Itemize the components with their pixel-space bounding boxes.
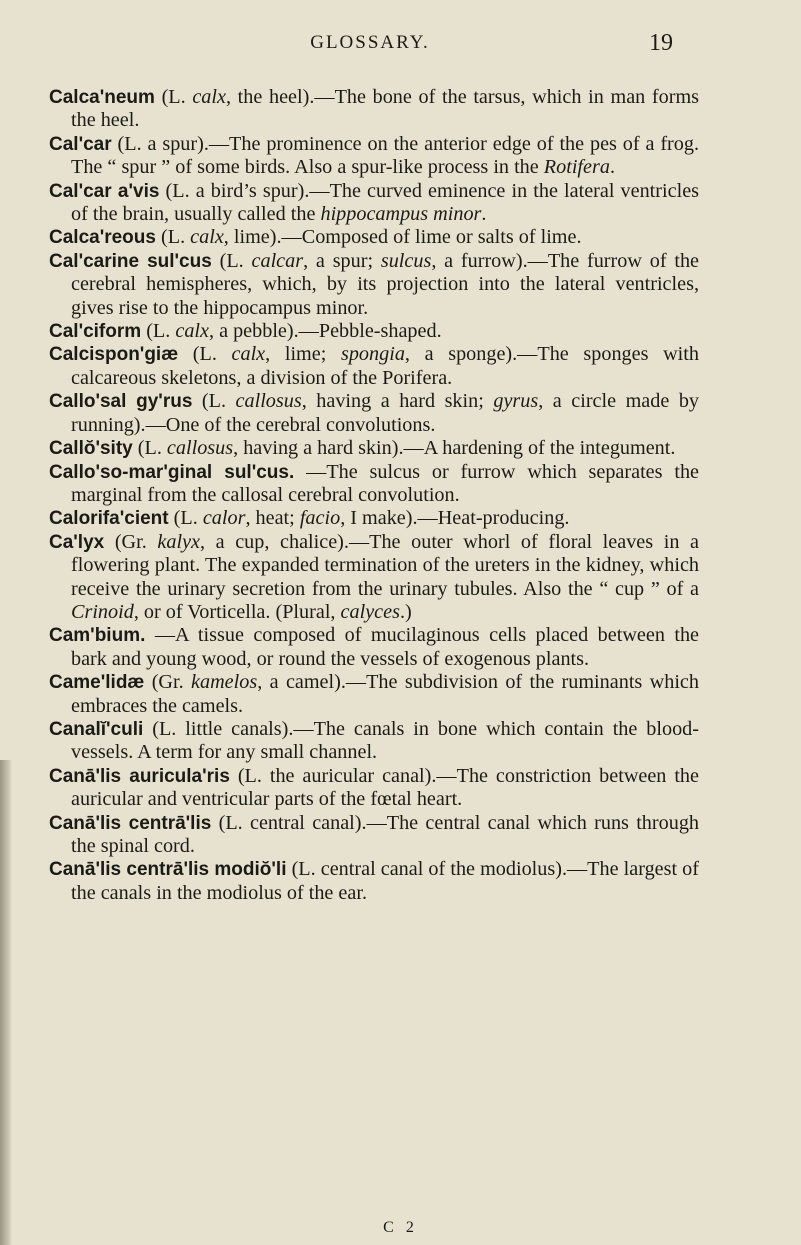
signature-mark: C 2 — [383, 1219, 418, 1236]
entry-origin: (Gr. — [151, 671, 192, 694]
entry-definition: —The sulcus or furrow which separates the marginal from the callosal cerebral convolution. — [71, 460, 700, 506]
entry-definition: , having a hard skin).—A hardening of the integument. — [233, 437, 676, 460]
glossary-entry — [49, 133, 699, 180]
glossary-entry — [49, 250, 699, 320]
glossary-entry — [49, 461, 699, 508]
entry-definition: , lime).—Composed of lime or salts of lime. — [223, 226, 582, 249]
glossary-entry — [49, 226, 699, 249]
entry-definition: (L. central canal).—The central canal which runs through the spinal cord. — [71, 811, 700, 857]
glossary-entry — [49, 531, 699, 625]
entry-definition: , a pebble).—Pebble-shaped. — [208, 320, 442, 343]
glossary-body — [49, 86, 699, 905]
entry-headword: Calcispon'giæ — [49, 344, 179, 366]
entry-italic-term: sulcus — [380, 249, 432, 272]
entry-headword: Cal'ciform — [49, 321, 142, 343]
entry-definition: (L. a spur).—The prominence on the anterior edge of the pes of a frog. The “ spur ” of some birds. Also a spur-like process in the — [71, 132, 699, 179]
glossary-entry — [49, 671, 699, 718]
glossary-entry — [49, 180, 699, 227]
entry-origin: (L. — [192, 343, 232, 366]
entry-etymon: callosus — [166, 437, 234, 460]
header-title: GLOSSARY. — [310, 32, 430, 53]
entry-etymon: calor — [202, 507, 246, 530]
entry-italic-term: facio — [299, 507, 341, 530]
entry-etymon: calx — [192, 86, 226, 108]
entry-italic-term: Crinoid — [71, 600, 134, 623]
entry-headword: Callo'so-mar'ginal sul'cus. — [49, 461, 295, 483]
glossary-entry — [49, 812, 699, 859]
entry-definition: , a spur; — [303, 249, 381, 272]
entry-etymon: kalyx — [157, 530, 200, 553]
page-edge-shadow — [0, 760, 12, 1245]
entry-definition-tail: , a sponge).—The sponges with calcareous skeletons, a division of the Porifera. — [71, 343, 699, 389]
entry-headword: Canā'lis auricula'ris — [49, 765, 230, 787]
entry-italic-term: hippocampus minor — [320, 203, 482, 226]
glossary-entry — [49, 86, 699, 133]
entry-etymon: kamelos — [191, 671, 258, 694]
page-number: 19 — [649, 30, 673, 56]
glossary-entry — [49, 718, 699, 765]
entry-headword: Canā'lis centrā'lis — [49, 812, 212, 834]
entry-definition: , the heel).—The bone of the tarsus, which in man forms the heel. — [71, 86, 700, 132]
entry-definition: , having a hard skin; — [301, 390, 494, 413]
entry-headword: Cal'car — [49, 133, 112, 155]
glossary-entry — [49, 858, 699, 905]
entry-headword: Canalĭ'culi — [49, 718, 144, 740]
entry-definition: (L. the auricular canal).—The constriction between the auricular and ventricular parts of the fœtal heart. — [71, 764, 699, 811]
running-header — [0, 30, 801, 60]
entry-origin: (L. — [201, 390, 236, 413]
entry-definition: , a cup, chalice).—The outer whorl of floral leaves in a flowering plant. The expanded termination of the ureters in the kidney, which receive the urinary secretion from the urinary tubules. Also the “ cup ” of a — [71, 530, 699, 600]
entry-headword: Ca'lyx — [49, 531, 105, 553]
entry-headword: Calorifa'cient — [49, 508, 169, 530]
glossary-entry — [49, 343, 699, 390]
entry-etymon: calx — [231, 343, 266, 366]
entry-definition-tail: , a furrow).—The furrow of the cerebral hemispheres, which, by its projection into the lateral ventricles, gives rise to the hippocampus minor. — [71, 249, 699, 319]
entry-origin: (L. — [146, 320, 176, 343]
entry-definition-tail: , I make).—Heat-producing. — [340, 507, 570, 530]
entry-italic-term: Rotifera — [543, 156, 610, 179]
entry-definition: , a camel).—The subdivision of the ruminants which embraces the camels. — [71, 671, 699, 717]
entry-headword: Came'lidæ — [49, 672, 145, 694]
entry-headword: Callŏ'sity — [49, 438, 133, 460]
entry-origin: (L. — [161, 226, 191, 249]
entry-italic-term: spongia — [340, 343, 405, 366]
entry-etymon: calx — [175, 320, 209, 343]
entry-definition: —A tissue composed of mucilaginous cells placed between the bark and young wood, or round the vessels of exogenous plants. — [71, 624, 700, 670]
glossary-entry — [49, 437, 699, 460]
entry-headword: Cal'car a'vis — [49, 180, 160, 202]
glossary-entry — [49, 507, 699, 530]
entry-origin: (Gr. — [114, 530, 158, 553]
entry-definition: (L. little canals).—The canals in bone which contain the blood-vessels. A term for any small channel. — [71, 717, 699, 764]
entry-headword: Calca'neum — [49, 87, 155, 108]
entry-origin: (L. — [173, 507, 203, 530]
entry-origin: (L. — [137, 437, 167, 460]
entry-italic-term: calyces — [340, 600, 400, 623]
entry-definition-tail: . — [481, 203, 487, 226]
entry-etymon: callosus — [235, 390, 302, 413]
entry-definition: , lime; — [265, 343, 341, 366]
glossary-entry — [49, 320, 699, 343]
entry-definition-tail: , or of Vorticella. (Plural, — [133, 600, 341, 623]
glossary-entry — [49, 624, 699, 671]
entry-definition: (L. central canal of the modiolus).—The largest of the canals in the modiolus of the ear. — [71, 858, 700, 904]
glossary-entry — [49, 765, 699, 812]
entry-italic-term: gyrus — [493, 390, 539, 413]
entry-definition-tail: , a circle made by running).—One of the cerebral convolutions. — [71, 390, 700, 436]
entry-definition: , heat; — [245, 507, 300, 530]
entry-headword: Cam'bium. — [49, 625, 146, 647]
entry-etymon: calx — [190, 226, 224, 249]
entry-headword: Cal'carine sul'cus — [49, 250, 212, 272]
entry-headword: Calca'reous — [49, 227, 156, 249]
entry-headword: Callo'sal gy'rus — [49, 391, 193, 413]
entry-etymon: calcar — [251, 249, 304, 272]
entry-headword: Canā'lis centrā'lis modiŏ'li — [49, 859, 287, 881]
entry-definition-tail: .) — [399, 600, 412, 623]
entry-definition-tail: . — [609, 156, 615, 179]
entry-definition: (L. a bird’s spur).—The curved eminence in the lateral ventricles of the brain, usually called the — [71, 179, 700, 226]
entry-origin: (L. — [219, 249, 252, 272]
entry-origin: (L. — [161, 86, 193, 108]
glossary-entry — [49, 390, 699, 437]
